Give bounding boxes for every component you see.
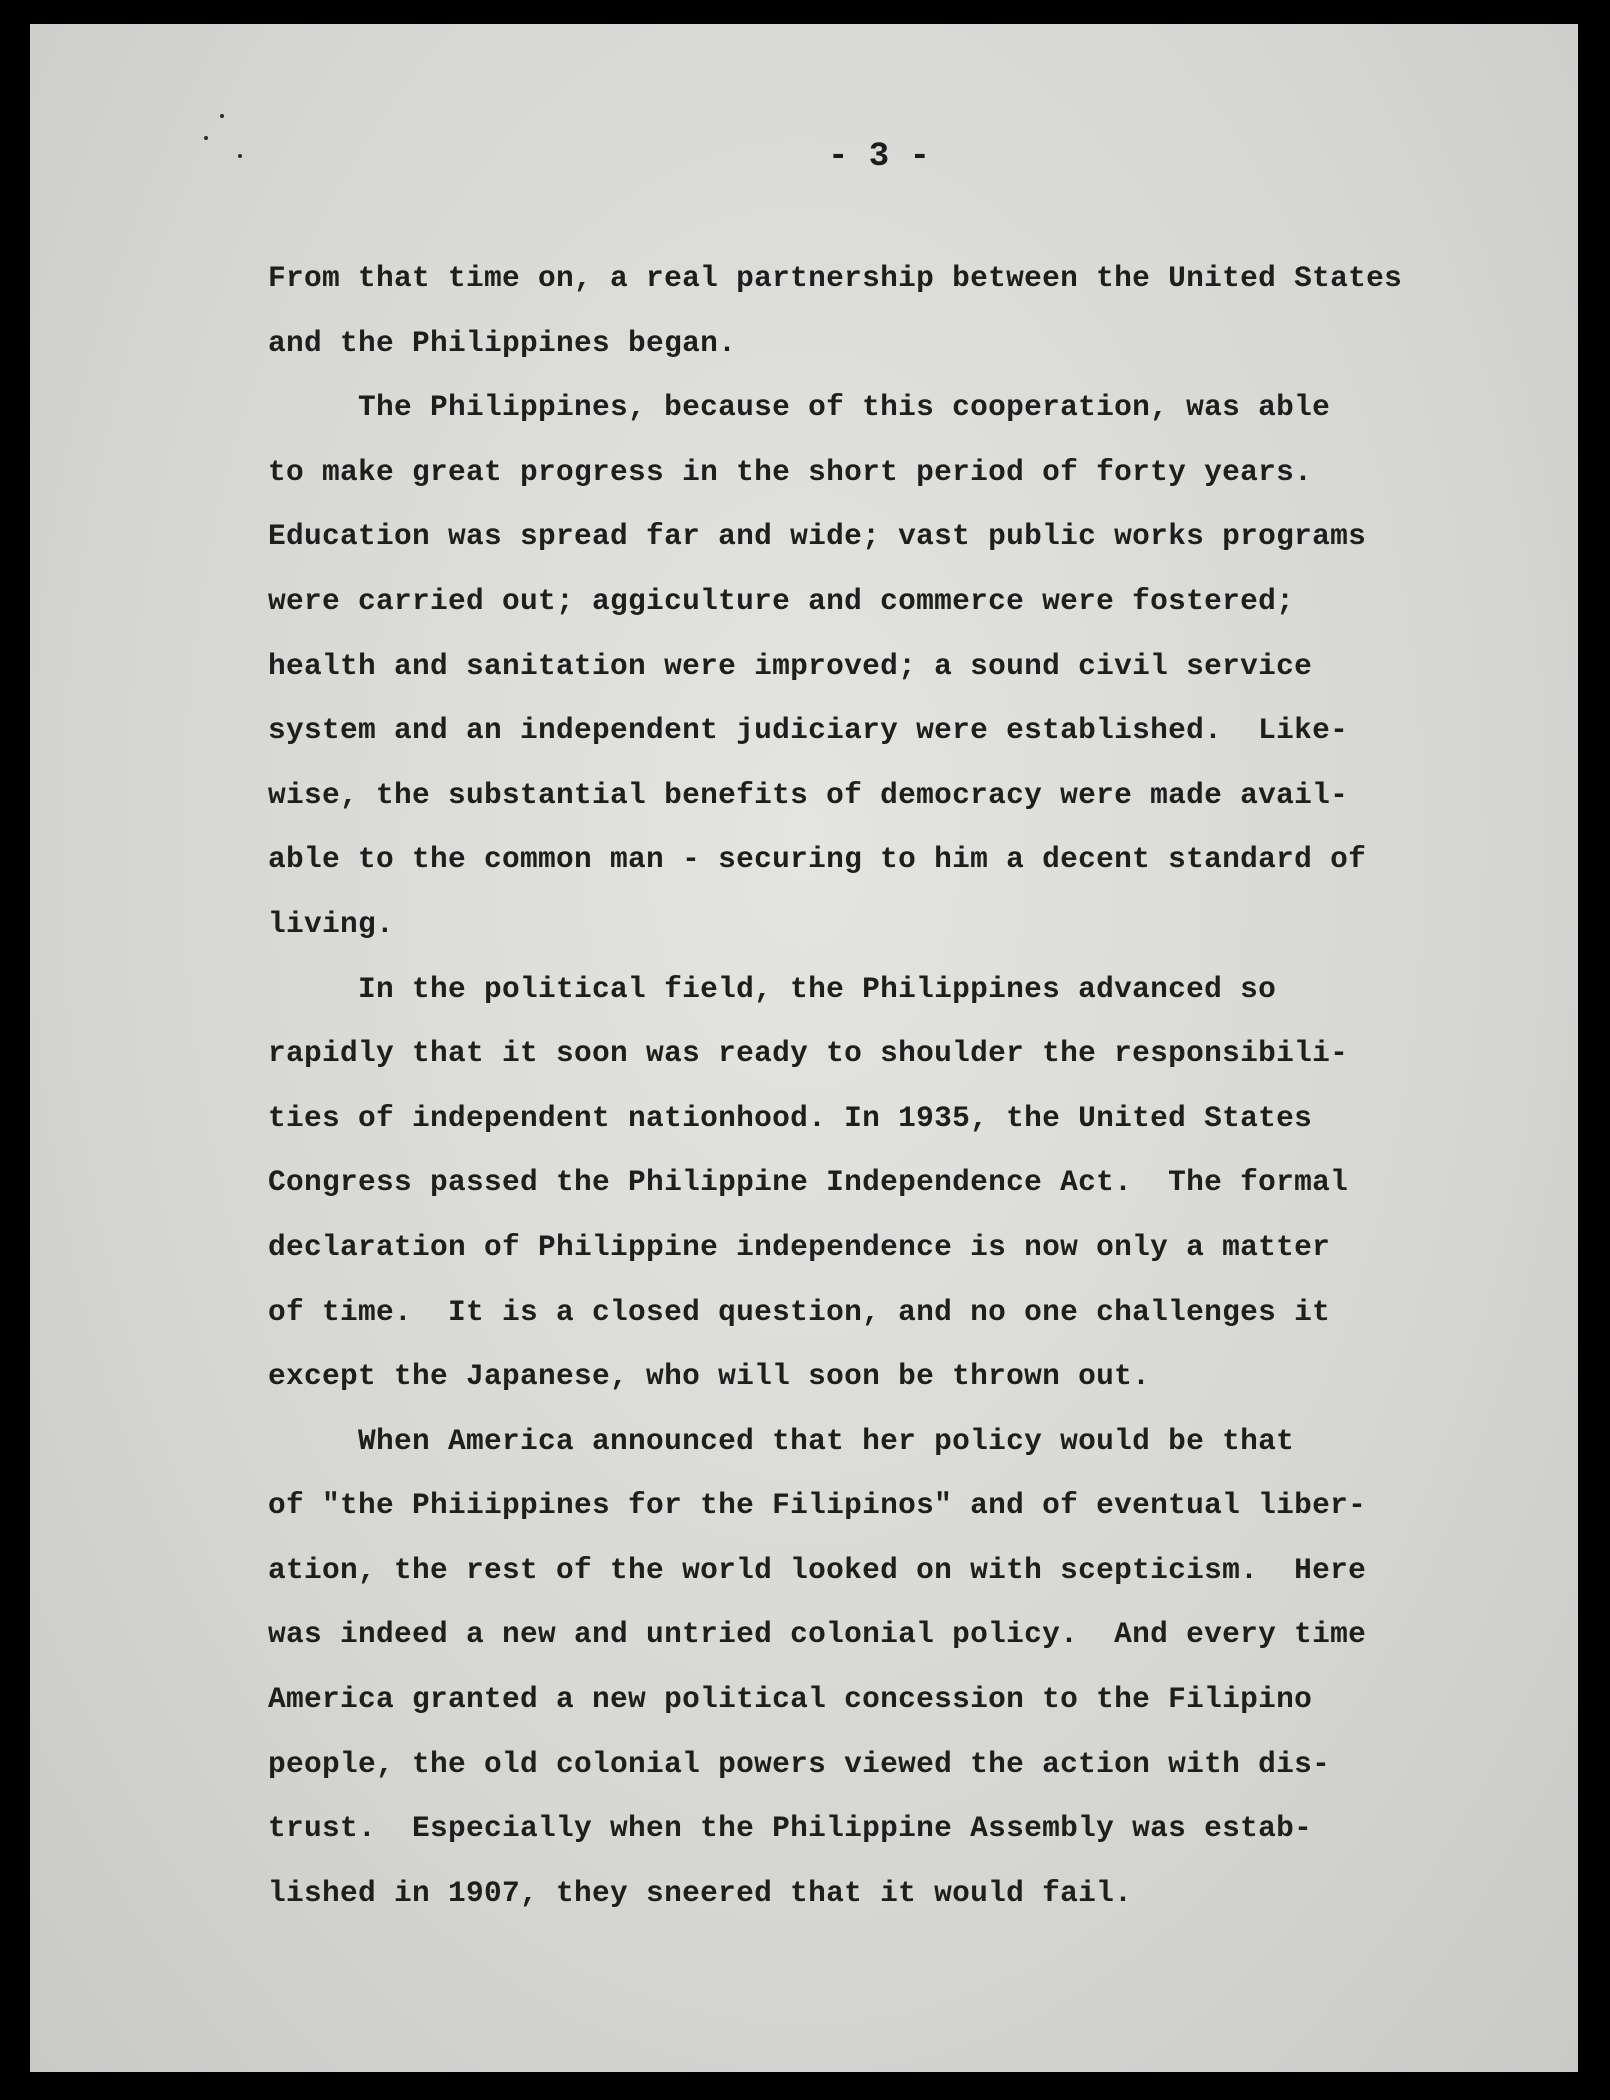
text-line: Congress passed the Philippine Independence Act. The formal [268,1165,1349,1200]
text-line: wise, the substantial benefits of democracy were made avail- [268,777,1349,812]
text-line: From that time on, a real partnership between the United States [268,261,1403,295]
text-line: except the Japanese, who will soon be thrown out. [268,1359,1151,1394]
text-line: system and an independent judiciary were established. Like- [268,713,1349,748]
text-line: America granted a new political concession to the Filipino [268,1682,1313,1717]
text-line: of "the Phiiippines for the Filipinos" and of eventual liber- [268,1488,1367,1523]
text-line: The Philippines, because of this cooperation, was able [268,390,1331,425]
page-number: - 3 - [827,138,931,176]
text-line: were carried out; aggiculture and commerce were fostered; [268,583,1295,618]
text-line: was indeed a new and untried colonial policy. And every time [268,1617,1367,1652]
text-line: and the Philippines began. [268,325,737,360]
text-line: trust. Especially when the Philippine Assembly was estab- [268,1811,1313,1846]
text-line: health and sanitation were improved; a sound civil service [268,648,1313,683]
text-line: ation, the rest of the world looked on with scepticism. Here [268,1552,1367,1587]
text-line: to make great progress in the short period of forty years. [268,454,1313,489]
text-line: living. [268,906,395,941]
document-page [30,24,1578,2072]
margin-speck [220,114,224,118]
text-line: ties of independent nationhood. In 1935, the United States [268,1100,1313,1135]
text-line: of time. It is a closed question, and no one challenges it [268,1294,1331,1329]
text-line: people, the old colonial powers viewed the action with dis- [268,1746,1331,1781]
text-line: When America announced that her policy would be that [268,1423,1295,1458]
text-line: able to the common man - securing to him a decent standard of [268,842,1367,877]
text-line: rapidly that it soon was ready to shoulder the responsibili- [268,1036,1349,1071]
text-line: Education was spread far and wide; vast public works programs [268,519,1367,554]
text-line: In the political field, the Philippines advanced so [268,971,1277,1006]
body-text [268,246,1508,1925]
text-line: lished in 1907, they sneered that it would fail. [268,1875,1133,1910]
text-line: declaration of Philippine independence is now only a matter [268,1229,1331,1264]
